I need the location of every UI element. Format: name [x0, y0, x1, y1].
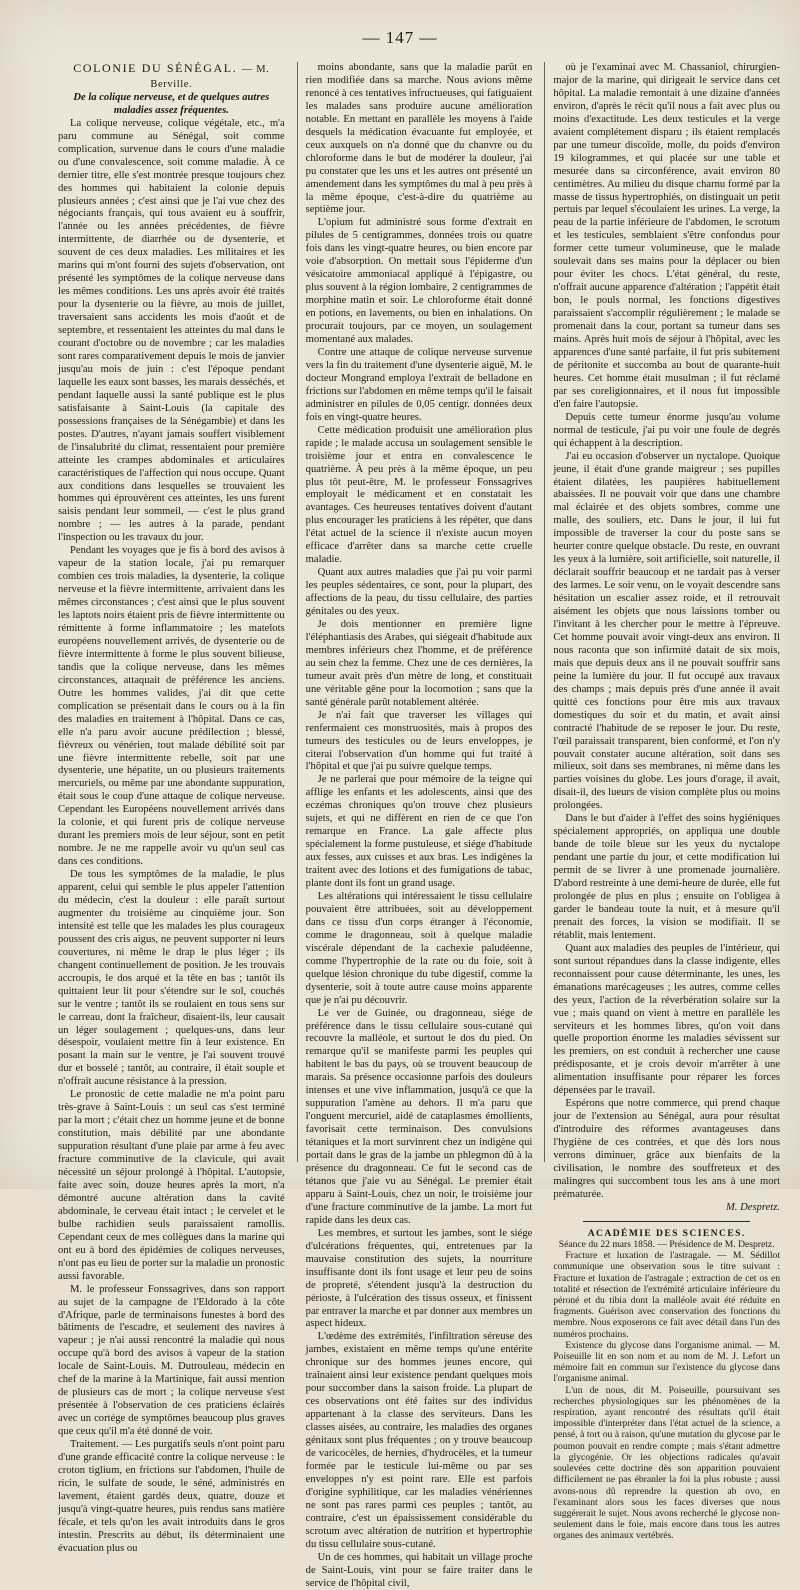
- article-subtitle: De la colique nerveuse, et de quelques autres maladies assez fréquentes.: [73, 91, 270, 116]
- academy-item: L'un de nous, dit M. Poiseuille, poursuivant ses recherches physiologiques sur les phénomènes de la respiration, ayant rencontré des résultats qu'il était impossible d'interpréter dans l'état actuel de la science, a pensé, à tort ou à raison, qu'une mutation du glycose par le poumon pouvait en rendre compte ; mais s'étant admettre la glycogénie. Or les objections radicales qu'avait soulevées cette doctrine dès son apparition pouvaient difficilement ne pas ébranler la foi la plus robuste ; aussi avons-nous dû reprendre la question ab ovo, en l'examinant alors sous les faces diverses que nous suggérerait le sujet. Nous avons recherché le glycose non-seulement dans le foie, mais encore dans tous les autres organes des animaux vertébrés.: [553, 1384, 781, 1542]
- paragraph: Traitement. — Les purgatifs seuls n'ont point paru d'une grande efficacité contre la colique nerveuse : le croton tiglium, en frictions sur l'abdomen, l'huile de ricin, le sulfate de soude, le séné, administrés en lavement, étaient gardés deux, quatre, douze et jusqu'à vingt-quatre heures, puis rendus sans matière fécale, et tels qu'on les avait introduits dans le gros intestin. Prescrits au début, ils déterminaient une évacuation plus ou: [58, 1439, 285, 1554]
- paragraph: L'œdème des extrémités, l'infiltration séreuse des jambes, existaient en même temps qu'une entérite chronique sur des hommes jeunes encore, qui traînaient ainsi leur existence pendant quelques mois pour succomber dans la saison froide. La plupart de ces observations ont été faites sur des individus appartenant à la classe des serviteurs. Dans les classes aisées, au contraire, les maladies des organes génitaux sont plus fréquentes ; on y trouve beaucoup de varicocèles, de hernies, d'hydrocèles, et la tumeur formée par le testicule lui-même ou par ses enveloppes n'y est point rare. Elle est parfois d'origine syphilitique, car les maladies vénériennes ne sont pas rares parmi ces peuples ; tantôt, au contraire, c'est un épaississement considérable du scrotum avec altération de nutrition et hypertrophie du tissu cellulaire sous-cutané.: [305, 1331, 533, 1550]
- academy-item: Fracture et luxation de l'astragale. — M. Sédillot communique une observation sous le titre suivant : Fracture et luxation de l'astragale ; extraction de cet os en totalité et résection de l'extrémité articulaire inférieure du péroné et du tibia dont la malléole avait été réduite en fragments. Guérison avec conservation des fonctions du membre. Nous exposerons ce fait avec détail dans l'un des numéros prochains.: [553, 1250, 781, 1340]
- paragraph: L'opium fut administré sous forme d'extrait en pilules de 5 centigrammes, données trois ou quatre fois dans les vingt-quatre heures, ou bien encore par voie d'absorption. On mettait sous l'épiderme d'un vésicatoire ammoniacal appliqué à l'épigastre, ou plus souvent à la région lombaire, 2 centigrammes de morphine matin et soir. Le chloroforme était donné en potions, en lavements, ou bien en inhalations. On procurait toujours, par ce moyen, un soulagement momentané aux malades.: [305, 217, 533, 346]
- paragraph: J'ai eu occasion d'observer un nyctalope. Quoique jeune, il était d'une grande maigreur ; ses pupilles étaient dilatées, les paupières habituellement abaissées. Il ne pouvait voir que dans une chambre mal éclairée et des objets sombres, comme une malle, des souliers, etc. Dans le jour, il lui fut impossible de traverser la cour du poste sans se heurter contre quelque obstacle. Du reste, en ouvrant les yeux à la lumière, soit artificielle, soit naturelle, il déclarait souffrir beaucoup et ne tardait pas à verser des larmes. Le soir venu, on le voyait descendre sans hésitation un escalier assez roide, et il retrouvait aisément les objets que nous laissions tomber ou l'invitant à les chercher pour le mettre à l'épreuve. Cet homme pouvait avoir vingt-deux ans environ. Il nous raconta que son infirmité datait de six mois, mais que depuis deux ans il ne pouvait souffrir sans peine la lumière du jour. Il fut occupé aux travaux des champs ; mais depuis près d'une année il avait quitté ces fonctions pour être mis aux travaux domestiques du soir et du matin, et avait ainsi contracté l'habitude de se reposer le jour. Du reste, l'œil paraissait transparent, bien conformé, et l'on n'y pouvait constater aucune altération, soit dans ses milieux, soit dans ses membranes, ni même dans les parties voisines du globe. Les jours d'orage, il avait, disait-il, des lueurs de vision complète plus ou moins prolongées.: [553, 450, 781, 812]
- paragraph: Depuis cette tumeur énorme jusqu'au volume normal de testicule, j'ai pu voir une foule de degrés qui échappent à la description.: [553, 411, 781, 449]
- paragraph: La colique nerveuse, colique végétale, etc., m'a paru commune au Sénégal, soit comme complication, survenue dans le cours d'une maladie ou d'une convalescence, soit comme maladie. À ce dernier titre, elle s'est montrée presque toujours chez des hommes qui habitaient la colonie depuis plusieurs années ; c'est ainsi que je l'ai vue chez des négociants français, qui tous avaient eu à souffrir, l'année ou les années précédentes, de fièvre intermittente, de diarrhée ou de dysenterie, et souvent de ces deux maladies. Les militaires et les marins qui m'ont fourni des sujets d'observation, ont présenté les symptômes de la colique nerveuse dans les mêmes conditions. Les uns après avoir été traités pour la dysenterie ou la fièvre, au mois de juillet, traversaient sans accidents les mois d'août et de septembre, et ressentaient les atteintes du mal dans le courant d'octobre ou de novembre ; car les maladies sont rares comparativement depuis le mois de janvier jusqu'au mois de juin : c'est l'époque pendant laquelle les eaux sont basses, les marais desséchés, et pendant laquelle aussi la santé publique est le plus satisfaisante à Saint-Louis (la capitale des possessions françaises de la Sénégambie) et dans les postes. D'autres, n'ayant jamais souffert visiblement de l'insalubrité du climat, ressentaient pour première atteinte les crampes abdominales et articulaires caractéristiques de l'affection qui nous occupe. Quant aux conditions dans lesquelles se trouvaient les hommes qui éprouvèrent ces atteintes, les uns furent saisis pendant leur sommeil, — c'est le plus grand nombre ; — les autres à la parade, pendant l'inspection ou les travaux du jour.: [58, 117, 285, 544]
- article-title-text: COLONIE DU SÉNÉGAL.: [73, 61, 238, 75]
- academy-item: Existence du glycose dans l'organisme animal. — M. Poiseuille lit en son nom et au nom de M. J. Lefort un mémoire fait en commun sur l'existence du glycose dans l'organisme animal.: [553, 1339, 781, 1385]
- paragraph: M. le professeur Fonssagrives, dans son rapport au sujet de la campagne de l'Eldorado à la côte d'Afrique, parle de terminaisons funestes à bord des bâtiments de l'escadre, et seulement des navires à vapeur ; je n'ai aussi rencontré la maladie qui nous occupe qu'à bord des avisos à vapeur de la station locale de Saint-Louis. M. Dutrouleau, médecin en chef de la marine à la Martinique, fait aussi mention de plusieurs cas de mort ; la colique nerveuse s'est présentée à l'observation de ces praticiens éclairés avec un cortége de symptômes beaucoup plus graves que ceux qu'il m'a été donné de voir.: [58, 1283, 285, 1438]
- signature: M. Despretz.: [725, 1201, 781, 1213]
- academy-section: [553, 1228, 780, 1542]
- text-columns: [58, 61, 781, 1589]
- page-number: — 147 —: [0, 28, 800, 48]
- paragraph: Le ver de Guinée, ou dragonneau, siége de préférence dans le tissu cellulaire sous-cutané qui recouvre la malléole, et surtout le dos du pied. On remarque qu'il se manifeste parmi les peuples qui habitent le bas du pays, où se trouvent beaucoup de marais. Sa présence occasionne parfois des douleurs intenses et une vive inflammation, jusqu'à ce que la suppuration l'amène au dehors. Il m'a paru que l'onguent mercuriel, aidé de cataplasmes émollients, favorisait cette terminaison. Des convulsions tétaniques et la mort survinrent chez un indigène qui portait dans le gras de la jambe un phlegmon dû à la présence du dragonneau. Ce fut le second cas de tétanos que j'aie vu au Sénégal. Le premier était apparu à Saint-Louis, chez un noir, le troisième jour d'une fracture comminutive de la jambe. La mort fut rapide dans les deux cas.: [305, 1007, 533, 1226]
- paragraph: Un de ces hommes, qui habitait un village proche de Saint-Louis, vint pour se faire traiter dans le service de l'hôpital civil,: [305, 1551, 533, 1589]
- paragraph: Espérons que notre commerce, qui prend chaque jour de l'extension au Sénégal, aura pour résultat d'introduire des réformes avantageuses dans l'hygiène de ces contrées, et que dès lors nous verrons diminuer, grâce aux bienfaits de la civilisation, le nombre des souffreteux et des malingres qui succombent tous les ans à une mort prématurée.: [553, 1098, 781, 1200]
- academy-title: ACADÉMIE DES SCIENCES.: [587, 1227, 746, 1239]
- paragraph: Quant aux maladies des peuples de l'intérieur, qui sont surtout répandues dans la classe indigente, elles reconnaissent pour cause déterminante, les unes, les émanations marécageuses ; les autres, comme celles des yeux, l'action de la réverbération solaire sur la vue ; mais quand on vient à mettre en parallèle les serviteurs et les hommes libres, qu'on voit dans quelle proportion énorme les maladies sévissent sur les premiers, on est conduit à rechercher une cause prédisposante, et je crois devoir m'arrêter à une alimentation insuffisante pour réparer les forces dépensées par le travail.: [553, 942, 781, 1097]
- paragraph: Je n'ai fait que traverser les villages qui renfermaient ces monstruosités, mais à propos des tumeurs des testicules ou de leurs enveloppes, je citerai l'observation d'un homme qui fut traité à l'hôpital et que j'ai pu suivre quelque temps.: [305, 709, 533, 773]
- paragraph: De tous les symptômes de la maladie, le plus apparent, celui qui semble le plus appeler l'attention du médecin, c'est la douleur : elle paraît surtout augmenter du troisième au cinquième jour. Son intensité est telle que les malades les plus courageux poussent des cris aigus, ne peuvent supporter ni leurs couvertures, ni même le drap le plus léger ; ils changent continuellement de position. Je les trouvais accroupis, le dos arqué et la tête en bas ; tantôt ils quittaient leur lit pour s'étendre sur le sol, couchés sur le ventre ; tantôt ils se roulaient en tous sens sur le carreau, dont la fraîcheur, disaient-ils, leur causait un léger soulagement ; quelques-uns, dans leur désespoir, voulaient mettre fin à leur existence. En posant la main sur le ventre, je l'ai souvent trouvé dur et bosselé ; tantôt, au contraire, il était souple et n'offrait aucune résistance à la pression.: [58, 869, 285, 1088]
- column-3: [544, 62, 781, 1542]
- section-divider: [583, 1221, 750, 1222]
- paragraph: Je dois mentionner en première ligne l'éléphantiasis des Arabes, qui siégeait d'habitude aux membres inférieurs chez l'homme, et de préférence au sein chez la femme. Chez une de ces dernières, la tumeur avait près d'un mètre de long, et constituait une véritable gêne pour la locomotion ; sans que la santé générale parût notablement altérée.: [305, 618, 533, 708]
- article-author: — M. Berville.: [150, 64, 270, 90]
- paragraph: Je ne parlerai que pour mémoire de la teigne qui afflige les enfants et les adolescents, ainsi que des eczémas chroniques qu'on trouve chez plusieurs sujets, et qui ne diffèrent en rien de ce que l'on remarque en France. La gale affecte plus spécialement la forme pustuleuse, et siége d'habitude aux fesses, aux cuisses et aux bras. Les indigènes la traitent avec des lotions et des fumigations de tabac, plante dont ils font un grand usage.: [305, 774, 533, 890]
- paragraph: Contre une attaque de colique nerveuse survenue vers la fin du traitement d'une dysenterie aiguë, M. le docteur Mongrand employa l'extrait de belladone en frictions sur l'abdomen en même temps qu'il le faisait administrer en pilules de 0,05 centigr. données deux fois en vingt-quatre heures.: [305, 346, 533, 423]
- column-2: [297, 62, 533, 1589]
- paragraph: Quant aux autres maladies que j'ai pu voir parmi les peuples sédentaires, ce sont, pour la plupart, des affections de la peau, du tissu cellulaire, des parties génitales ou des yeux.: [305, 567, 533, 618]
- article-title: [58, 62, 285, 92]
- paragraph: où je l'examinai avec M. Chassaniol, chirurgien-major de la marine, qui dirigeait le service dans cet hôpital. La maladie remontait à une dizaine d'années environ, d'après le récit qu'il nous a fait avec plus ou moins d'exactitude. Les deux testicules et la verge avaient complétement disparu ; ils étaient remplacés par une tumeur discoïde, molle, du poids d'environ 19 kilogrammes, et qui placée sur une table et mesurée dans sa circonférence, avait environ 80 centimètres. Au milieu du disque charnu formé par la masse de tissus hypertrophiés, on distinguait un petit pertuis par lequel s'écoulaient les urines. La verge, la peau de la partie inférieure de l'abdomen, le scrotum et les testicules, semblaient s'être confondus pour former cette tumeur volumineuse, que le malade soulevait dans ses mains pour la déplacer ou bien pour éviter les chocs. L'état général, du reste, n'offrait aucune apparence d'altération ; l'appétit était bon, le pouls normal, les fonctions digestives paraissaient s'accomplir régulièrement ; le malade se promenait dans la cour, portant sa tumeur dans ses mains. Après huit mois de séjour à l'hôpital, avec les apparences d'une santé parfaite, il fut pris subitement de péritonite et succomba au bout de quarante-huit heures. Cet homme était musulman ; il fut réclamé par ses coreligionnaires, et il nous fut impossible d'en faire l'autopsie.: [553, 62, 781, 410]
- academy-session: Séance du 22 mars 1858. — Présidence de M. Despretz.: [558, 1239, 775, 1251]
- paragraph: Les altérations qui intéressaient le tissu cellulaire pouvaient être attribuées, soit au développement dans ce tissu d'un corps étranger à l'économie, comme le dragonneau, soit à quelque maladie viscérale dépendant de la cachexie paludéenne, comme l'hypertrophie de la rate ou du foie, soit à quelque lésion chronique du tube digestif, comme la dysenterie, soit à toute autre cause moins apparente que je n'ai pu découvrir.: [305, 891, 533, 1006]
- paragraph: Pendant les voyages que je fis à bord des avisos à vapeur de la station locale, j'ai pu remarquer combien ces trois maladies, la dysenterie, la colique nerveuse et la fièvre intermittente, arrivaient dans les mêmes circonstances ; c'est ainsi que le plus souvent les laptots noirs étaient pris de fièvre intermittente ou rémittente à forme inflammatoire ; les matelots européens nouvellement arrivés, de dysenterie ou de fièvre intermittente à forme le plus souvent bilieuse, tandis que la colique nerveuse, dans les mêmes circonstances, attaquait de préférence les anciens. Outre les hommes valides, j'ai dit que cette complication se présentait dans le cours ou à la fin des maladies en traitement à l'hôpital. Dans ce cas, elle n'a paru avoir aucune prédilection ; blessé, fiévreux ou vénérien, tout malade débilité soit par une fièvre intermittente rebelle, soit par une dysenterie, une hépatite, un ou plusieurs traitements mercuriels, ou même par une abondante suppuration, était sous le coup d'une attaque de colique nerveuse. Cependant les Européens nouvellement arrivés dans la colonie, et qui furent pris de colique nerveuse durant les premiers mois de leur séjour, sont en petit nombre. Je ne me rappelle avoir vu qu'un seul cas dans ces conditions.: [58, 545, 285, 868]
- paragraph: Le pronostic de cette maladie ne m'a point paru très-grave à Saint-Louis : un seul cas s'est terminé par la mort ; c'était chez un homme jeune et de bonne constitution, mais débilité par une abondante suppuration résultant d'une plaie par arme à feu avec fracture comminutive de la clavicule, qui avait nécessité un séjour prolongé à l'hôpital. L'autopsie, faite avec soin, douze heures après la mort, n'a démontré aucune altération dans la cavité abdominale, le cerveau était intact ; le cervelet et le bulbe rachidien seuls paraissaient ramollis. Cependant ceux de mes collègues dans la marine qui ont eu à bord des épidémies de coliques nerveuses, n'ont pas eu lieu de porter sur la maladie un pronostic aussi favorable.: [58, 1089, 285, 1282]
- paragraph: Cette médication produisit une amélioration plus rapide ; le malade accusa un soulagement sensible le troisième jour et entra en convalescence le quatrième. À peu près à la même époque, un peu plus tôt peut-être, M. le professeur Fonssagrives employait le médicament et en constatait les avantages. Ces heureuses tentatives doivent d'autant plus encourager les praticiens à les répéter, que dans l'état actuel de la science il n'existe aucun moyen efficace d'arrêter dans sa marche cette cruelle maladie.: [305, 424, 533, 566]
- paragraph: Les membres, et surtout les jambes, sont le siége d'ulcérations fréquentes, qui, entretenues par la mauvaise constitution des sujets, la nourriture insuffisante dont ils font usage et leur peu de soins de propreté, s'étendent jusqu'à la destruction du périoste, à l'ulcération des tissus osseux, et finissent par entraver la marche et par donner aux membres un aspect hideux.: [305, 1227, 533, 1330]
- paragraph: moins abondante, sans que la maladie parût en rien modifiée dans sa marche. Nous avions même renoncé à ces tentatives infructueuses, qui fatiguaient les malades sans produire aucune amélioration notable. En mettant en parallèle les moyens à l'aide desquels la médication évacuante fut employée, et ceux auxquels on n'a donné que du chanvre ou du chloroforme dans le but de modérer la douleur, j'ai pu constater que les uns et les autres ont présenté un amendement dans les symptômes du mal à peu près à la même époque, c'est-à-dire du quatrième au septième jour.: [305, 62, 533, 216]
- column-1: [58, 61, 285, 1554]
- paragraph: Dans le but d'aider à l'effet des soins hygiéniques spécialement appropriés, on appliqua une double bande de toile bleue sur les yeux du nyctalope pendant une partie du jour, et cette modification lui permit de se livrer à une promenade journalière. D'abord restreinte à une demi-heure de durée, elle fut prolongée de plus en plus ; ensuite on l'obligea à garder le bandeau toute la nuit, et à mesure qu'il prenait des forces, la vision se modifiait. Il se rétablit, mais lentement.: [553, 813, 781, 941]
